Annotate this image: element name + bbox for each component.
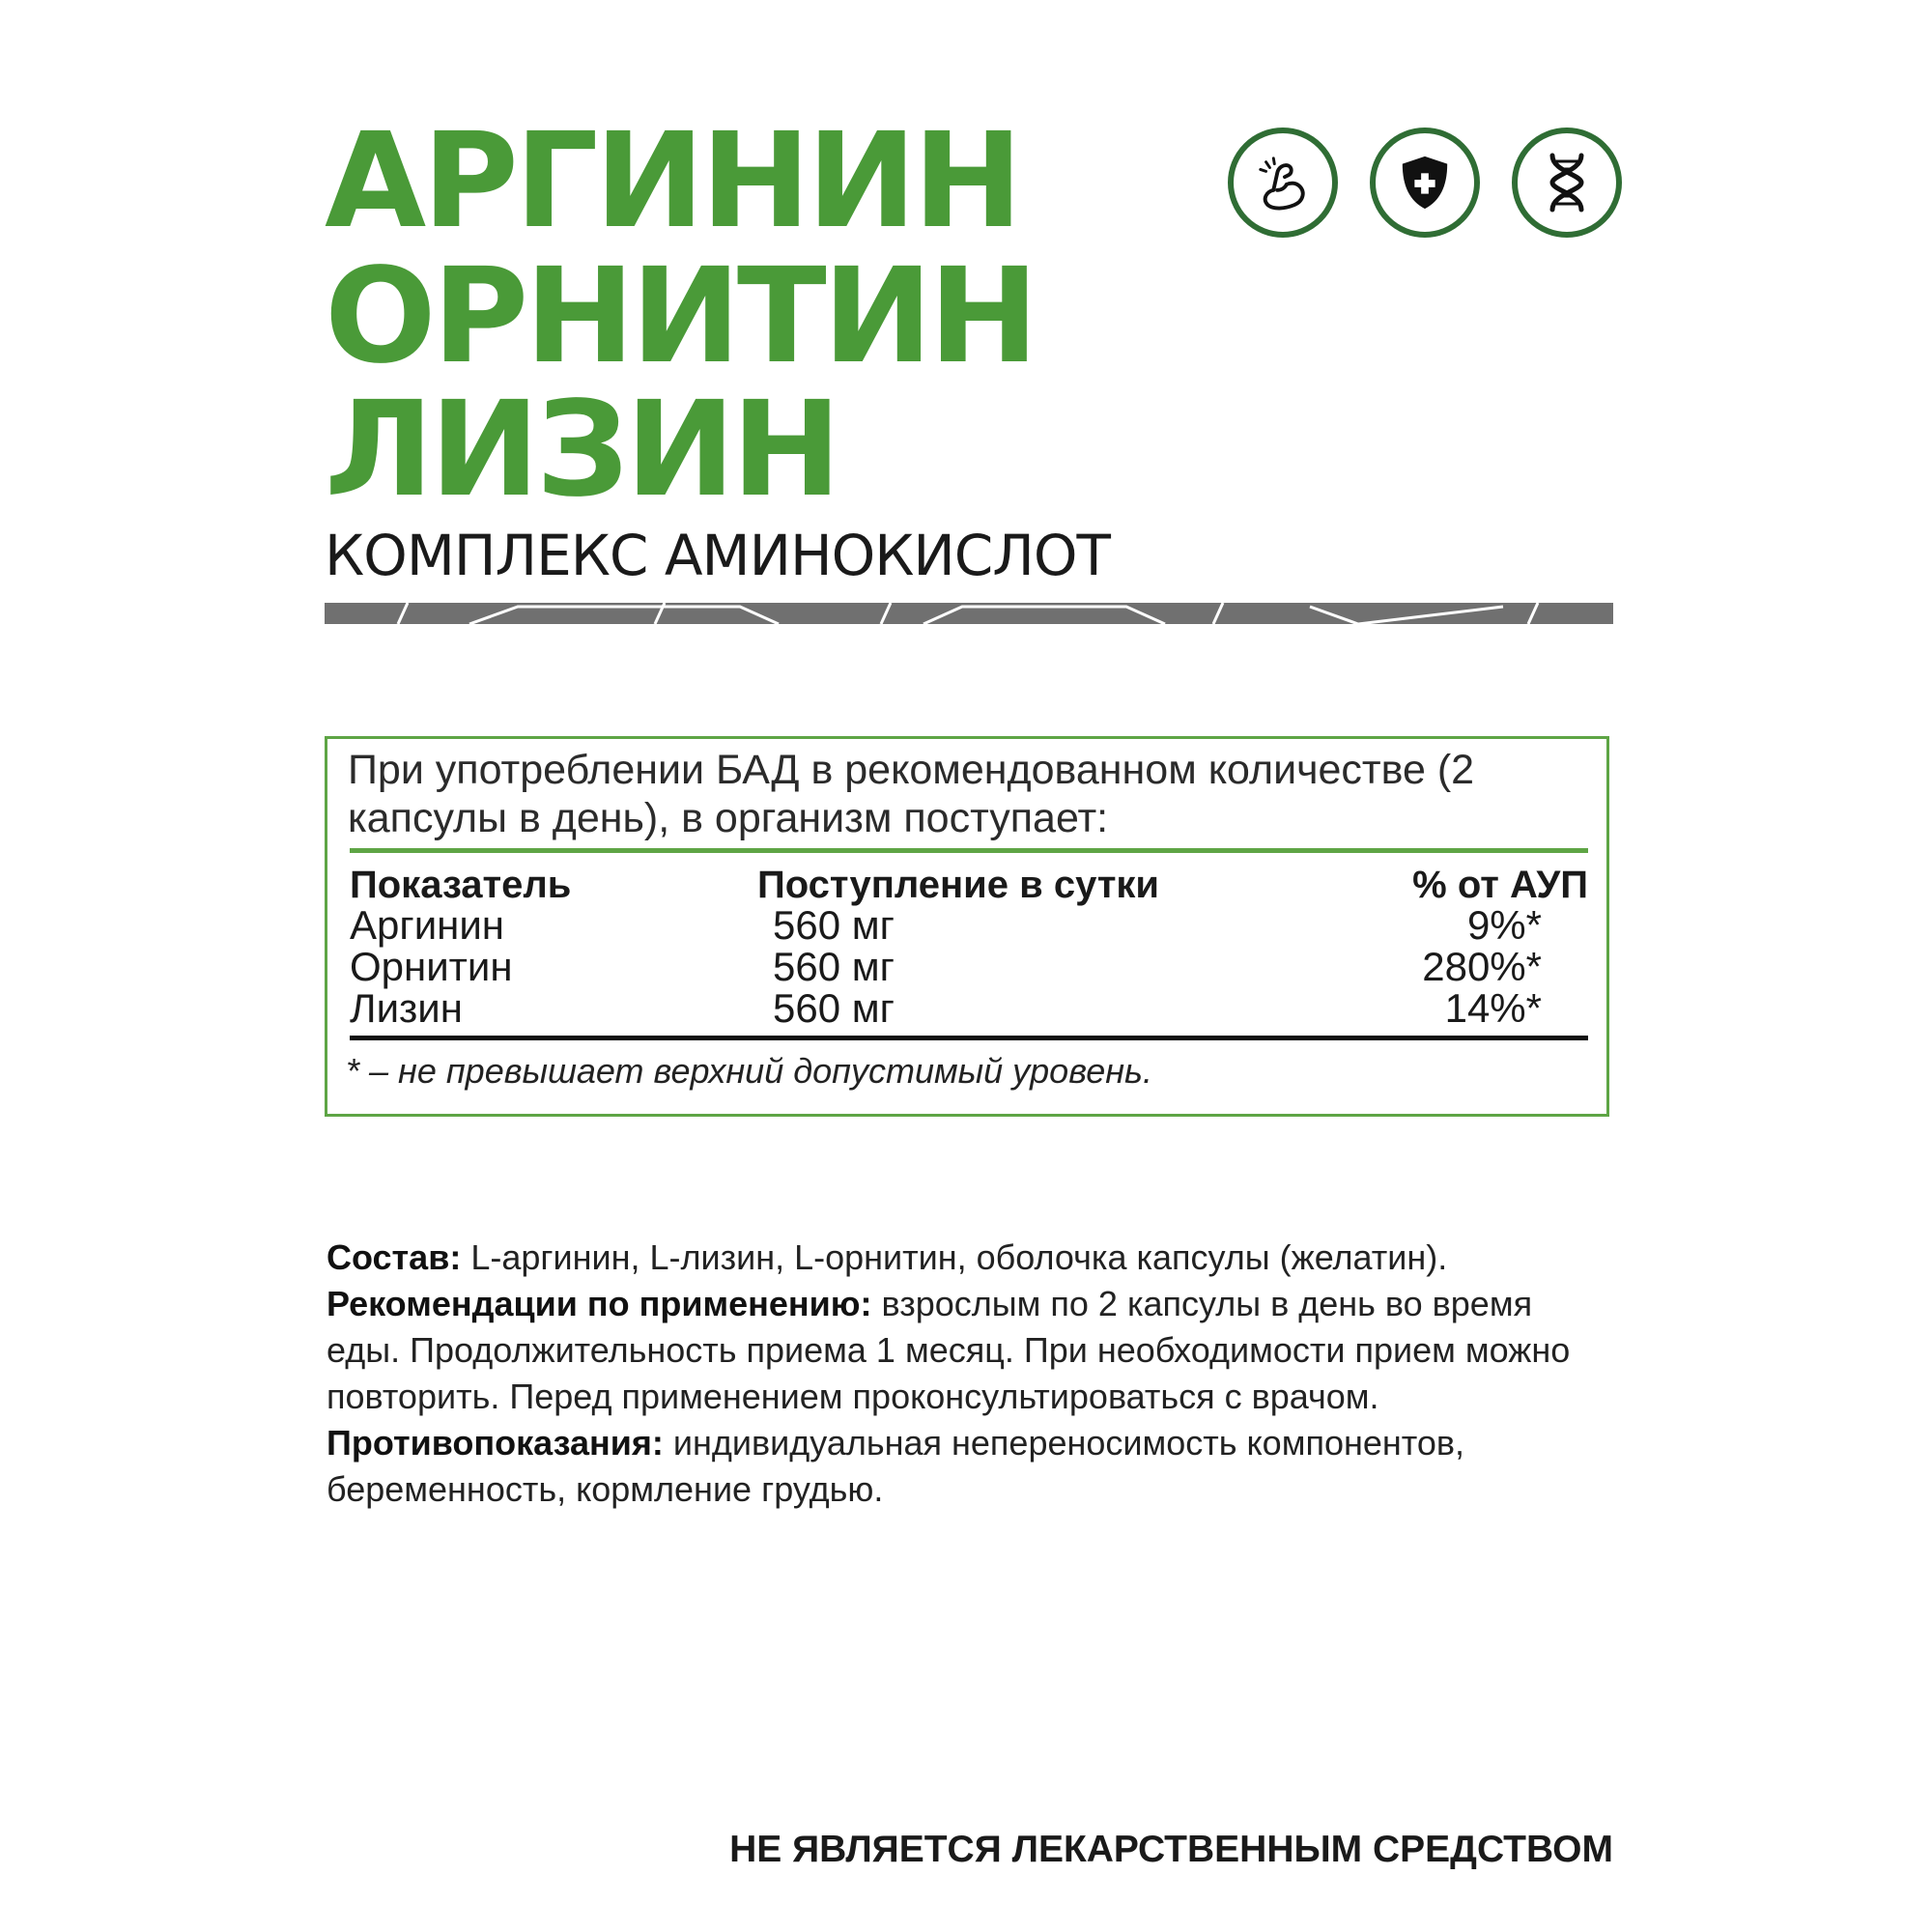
dna-icon [1512,128,1622,238]
contraindications-label: Противопоказания: [327,1423,664,1463]
title-line-ornithine: ОРНИТИН [325,241,1036,393]
footnote: * – не превышает верхний допустимый уровень. [346,1051,1152,1091]
row-amount: 560 мг [773,985,895,1031]
header-percent-aul: % от АУП [1412,864,1588,906]
contraindications-paragraph [327,1420,1602,1513]
subtitle: КОМПЛЕКС АМИНОКИСЛОТ [325,523,1110,588]
row-percent: 280%* [1422,944,1542,989]
recommendations-label: Рекомендации по применению: [327,1284,872,1323]
row-amount: 560 мг [773,944,895,989]
disclaimer: НЕ ЯВЛЯЕТСЯ ЛЕКАРСТВЕННЫМ СРЕДСТВОМ [729,1829,1613,1870]
row-name: Аргинин [350,902,505,948]
recommendations-text: взрослым по 2 капсулы в день во время еды. Продолжительность приема 1 месяц. При необходимости прием можно повторить. Перед применением проконсультироваться с врачом. [327,1284,1571,1416]
row-name: Орнитин [350,944,513,989]
shield-icon [1370,128,1480,238]
title-line-arginine: АРГИНИН [325,105,1019,258]
title-line-lysine: ЛИЗИН [325,374,838,526]
contraindications-text: индивидуальная непереносимость компонентов, беременность, кормление грудью. [327,1423,1464,1509]
table-top-rule [350,848,1588,853]
table-row [350,987,1588,1030]
header-indicator: Показатель [350,864,572,906]
table-bottom-rule [350,1036,1588,1040]
table-row [350,946,1588,988]
header-daily-intake: Поступление в сутки [757,864,1160,906]
decorative-band [325,603,1613,624]
row-percent: 9%* [1466,902,1542,948]
row-name: Лизин [350,985,463,1031]
composition-text: L-аргинин, L-лизин, L-орнитин, оболочка капсулы (желатин). [470,1237,1448,1277]
muscle-icon [1228,128,1338,238]
composition-paragraph [327,1235,1602,1281]
intake-intro-text: При употреблении БАД в рекомендованном количестве (2 капсулы в день), в организм поступает: [348,747,1475,841]
table-row [350,904,1588,947]
composition-label: Состав: [327,1237,462,1277]
row-amount: 560 мг [773,902,895,948]
row-percent: 14%* [1444,985,1542,1031]
recommendations-paragraph [327,1281,1602,1420]
